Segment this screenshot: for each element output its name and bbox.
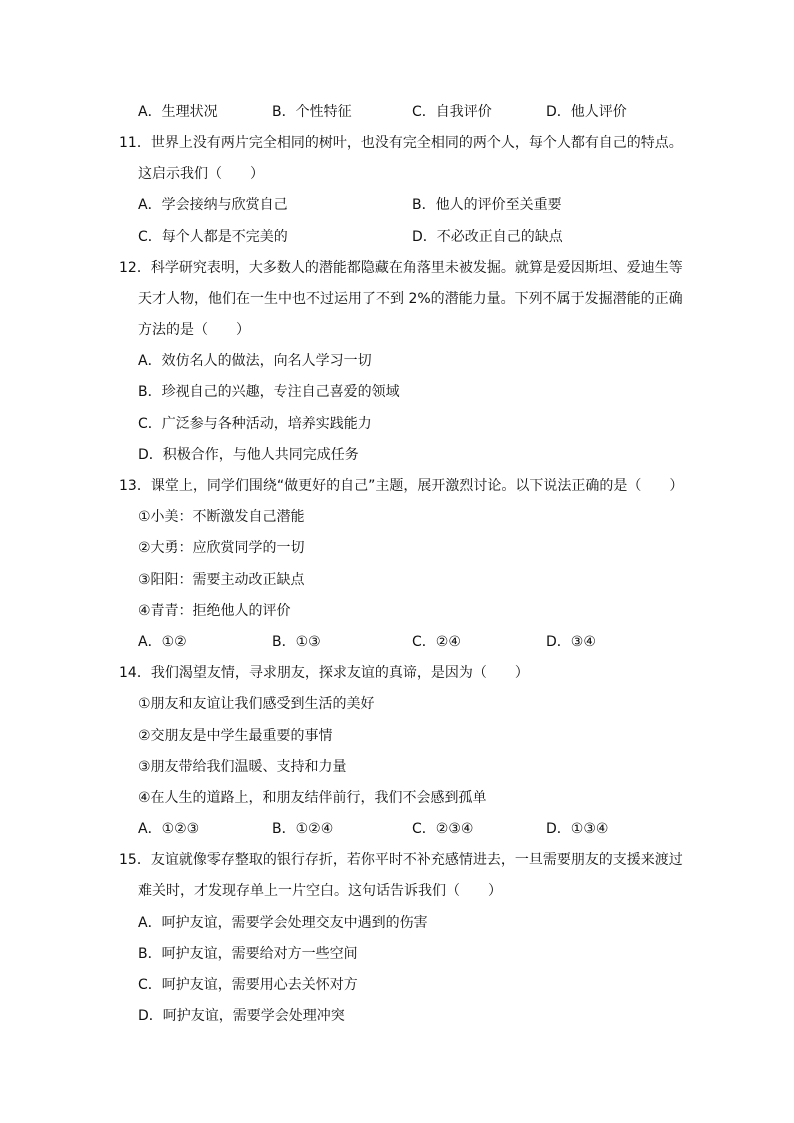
q12-option-d[interactable]: D．积极合作，与他人共同完成任务 (138, 447, 359, 463)
q11-option-c[interactable]: C．每个人都是不完美的 (138, 229, 288, 245)
q14-item-3: ③朋友带给我们温暖、支持和力量 (138, 759, 347, 775)
q13-stem: 13．课堂上，同学们围绕“做更好的自己”主题，展开激烈讨论。以下说法正确的是（ ） (119, 478, 684, 494)
q10-option-b[interactable]: B．个性特征 (272, 104, 352, 120)
q12-stem-line-3: 方法的是（ ） (138, 322, 250, 338)
q10-option-a[interactable]: A．生理状况 (138, 104, 218, 120)
q12-option-c[interactable]: C．广泛参与各种活动，培养实践能力 (138, 416, 372, 432)
q13-option-b[interactable]: B．①③ (272, 634, 321, 650)
q13-option-a[interactable]: A．①② (138, 634, 187, 650)
q12-stem-line-1: 12．科学研究表明，大多数人的潜能都隐藏在角落里未被发掘。就算是爱因斯坦、爱迪生等 (119, 260, 683, 276)
q12-option-b[interactable]: B．珍视自己的兴趣，专注自己喜爱的领域 (138, 384, 400, 400)
q10-option-c[interactable]: C．自我评价 (412, 104, 492, 120)
q15-option-c[interactable]: C．呵护友谊，需要用心去关怀对方 (138, 977, 358, 993)
q14-option-a[interactable]: A．①②③ (138, 821, 200, 837)
q13-option-c[interactable]: C．②④ (412, 634, 461, 650)
q11-option-a[interactable]: A．学会接纳与欣赏自己 (138, 197, 288, 213)
q14-item-4: ④在人生的道路上，和朋友结伴前行，我们不会感到孤单 (138, 790, 487, 806)
q14-option-c[interactable]: C．②③④ (412, 821, 474, 837)
q13-item-3: ③阳阳：需要主动改正缺点 (138, 572, 305, 588)
q14-stem: 14．我们渴望友情，寻求朋友，探求友谊的真谛，是因为（ ） (119, 665, 529, 681)
q10-option-d[interactable]: D．他人评价 (546, 104, 627, 120)
q15-stem-line-1: 15．友谊就像零存整取的银行存折，若你平时不补充感情进去，一旦需要朋友的支援来渡过 (119, 852, 683, 868)
q14-item-1: ①朋友和友谊让我们感受到生活的美好 (138, 696, 375, 712)
q15-option-d[interactable]: D．呵护友谊，需要学会处理冲突 (138, 1008, 345, 1024)
q14-option-d[interactable]: D．①③④ (546, 821, 609, 837)
q11-stem-line-2: 这启示我们（ ） (138, 166, 264, 182)
q14-option-b[interactable]: B．①②④ (272, 821, 334, 837)
q15-option-a[interactable]: A．呵护友谊，需要学会处理交友中遇到的伤害 (138, 915, 428, 931)
q13-option-d[interactable]: D．③④ (546, 634, 596, 650)
q14-item-2: ②交朋友是中学生最重要的事情 (138, 728, 333, 744)
q15-stem-line-2: 难关时，才发现存单上一片空白。这句话告诉我们（ ） (138, 883, 502, 899)
q11-option-d[interactable]: D．不必改正自己的缺点 (412, 229, 563, 245)
q15-option-b[interactable]: B．呵护友谊，需要给对方一些空间 (138, 946, 358, 962)
q13-item-2: ②大勇：应欣赏同学的一切 (138, 540, 305, 556)
q12-option-a[interactable]: A．效仿名人的做法，向名人学习一切 (138, 353, 372, 369)
q13-item-1: ①小美：不断激发自己潜能 (138, 509, 305, 525)
q11-stem-line-1: 11．世界上没有两片完全相同的树叶，也没有完全相同的两个人，每个人都有自己的特点。 (119, 135, 683, 151)
q12-stem-line-2: 天才人物，他们在一生中也不过运用了不到 2%的潜能力量。下列不属于发掘潜能的正确 (138, 291, 683, 307)
q13-item-4: ④青青：拒绝他人的评价 (138, 603, 291, 619)
q11-option-b[interactable]: B．他人的评价至关重要 (412, 197, 562, 213)
